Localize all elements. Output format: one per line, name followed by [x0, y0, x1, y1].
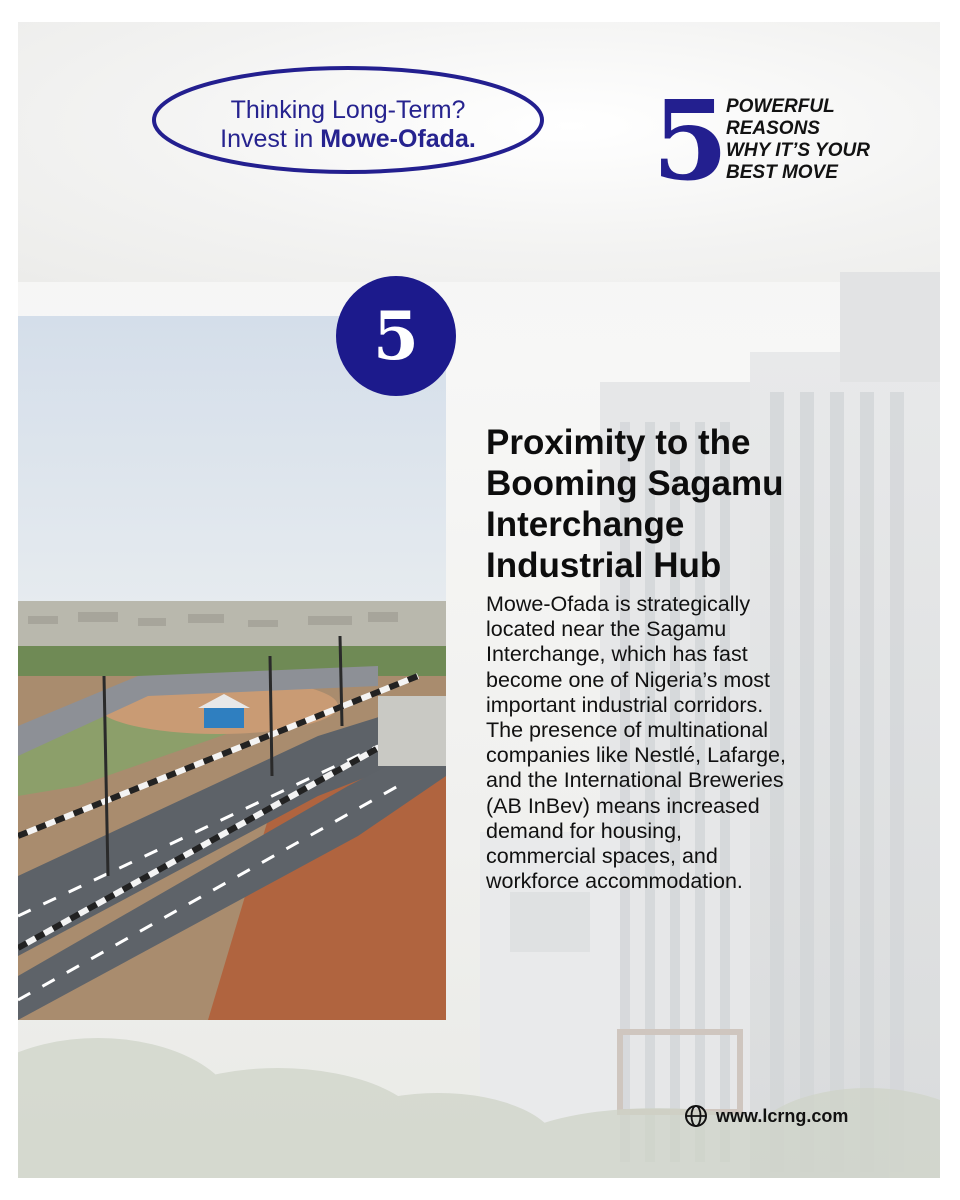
description-line: become one of Nigeria’s most	[486, 667, 771, 692]
description-line: workforce accommodation.	[486, 869, 743, 894]
website-url[interactable]: www.lcrng.com	[716, 1105, 849, 1126]
globe-icon	[684, 1104, 708, 1128]
reason-description	[486, 592, 916, 894]
reason-title	[486, 422, 906, 586]
website-link[interactable]	[684, 1104, 848, 1128]
reasons-line: BEST MOVE	[726, 162, 838, 183]
headline-line-2: Invest in Mowe-Ofada.	[220, 125, 476, 153]
description-line: Interchange, which has fast	[486, 642, 748, 667]
headline-line-1: Thinking Long-Term?	[230, 96, 466, 124]
description-line: companies like Nestlé, Lafarge,	[486, 743, 786, 768]
description-line: located near the Sagamu	[486, 617, 727, 642]
description-line: Mowe-Ofada is strategically	[486, 592, 751, 616]
description-line: demand for housing,	[486, 818, 683, 843]
reasons-line: POWERFUL	[726, 96, 835, 117]
interchange-photo	[18, 316, 446, 1020]
foliage-illustration	[18, 998, 940, 1178]
reasons-caption	[726, 96, 926, 184]
description-line: and the International Breweries	[486, 768, 784, 793]
reason-number-badge: 5	[336, 276, 456, 396]
title-line: Industrial Hub	[486, 546, 722, 585]
description-line: (AB InBev) means increased	[486, 793, 760, 818]
headline-text	[168, 96, 528, 154]
reasons-line: WHY IT’S YOUR	[726, 140, 870, 161]
reasons-number: 5	[652, 76, 729, 205]
reasons-line: REASONS	[726, 118, 820, 139]
title-line: Interchange	[486, 505, 685, 544]
description-line: commercial spaces, and	[486, 844, 718, 869]
description-line: important industrial corridors.	[486, 692, 764, 717]
title-line: Proximity to the	[486, 423, 751, 462]
title-line: Booming Sagamu	[486, 464, 784, 503]
headline-location: Mowe-Ofada.	[320, 125, 476, 153]
description-line: The presence of multinational	[486, 718, 769, 743]
